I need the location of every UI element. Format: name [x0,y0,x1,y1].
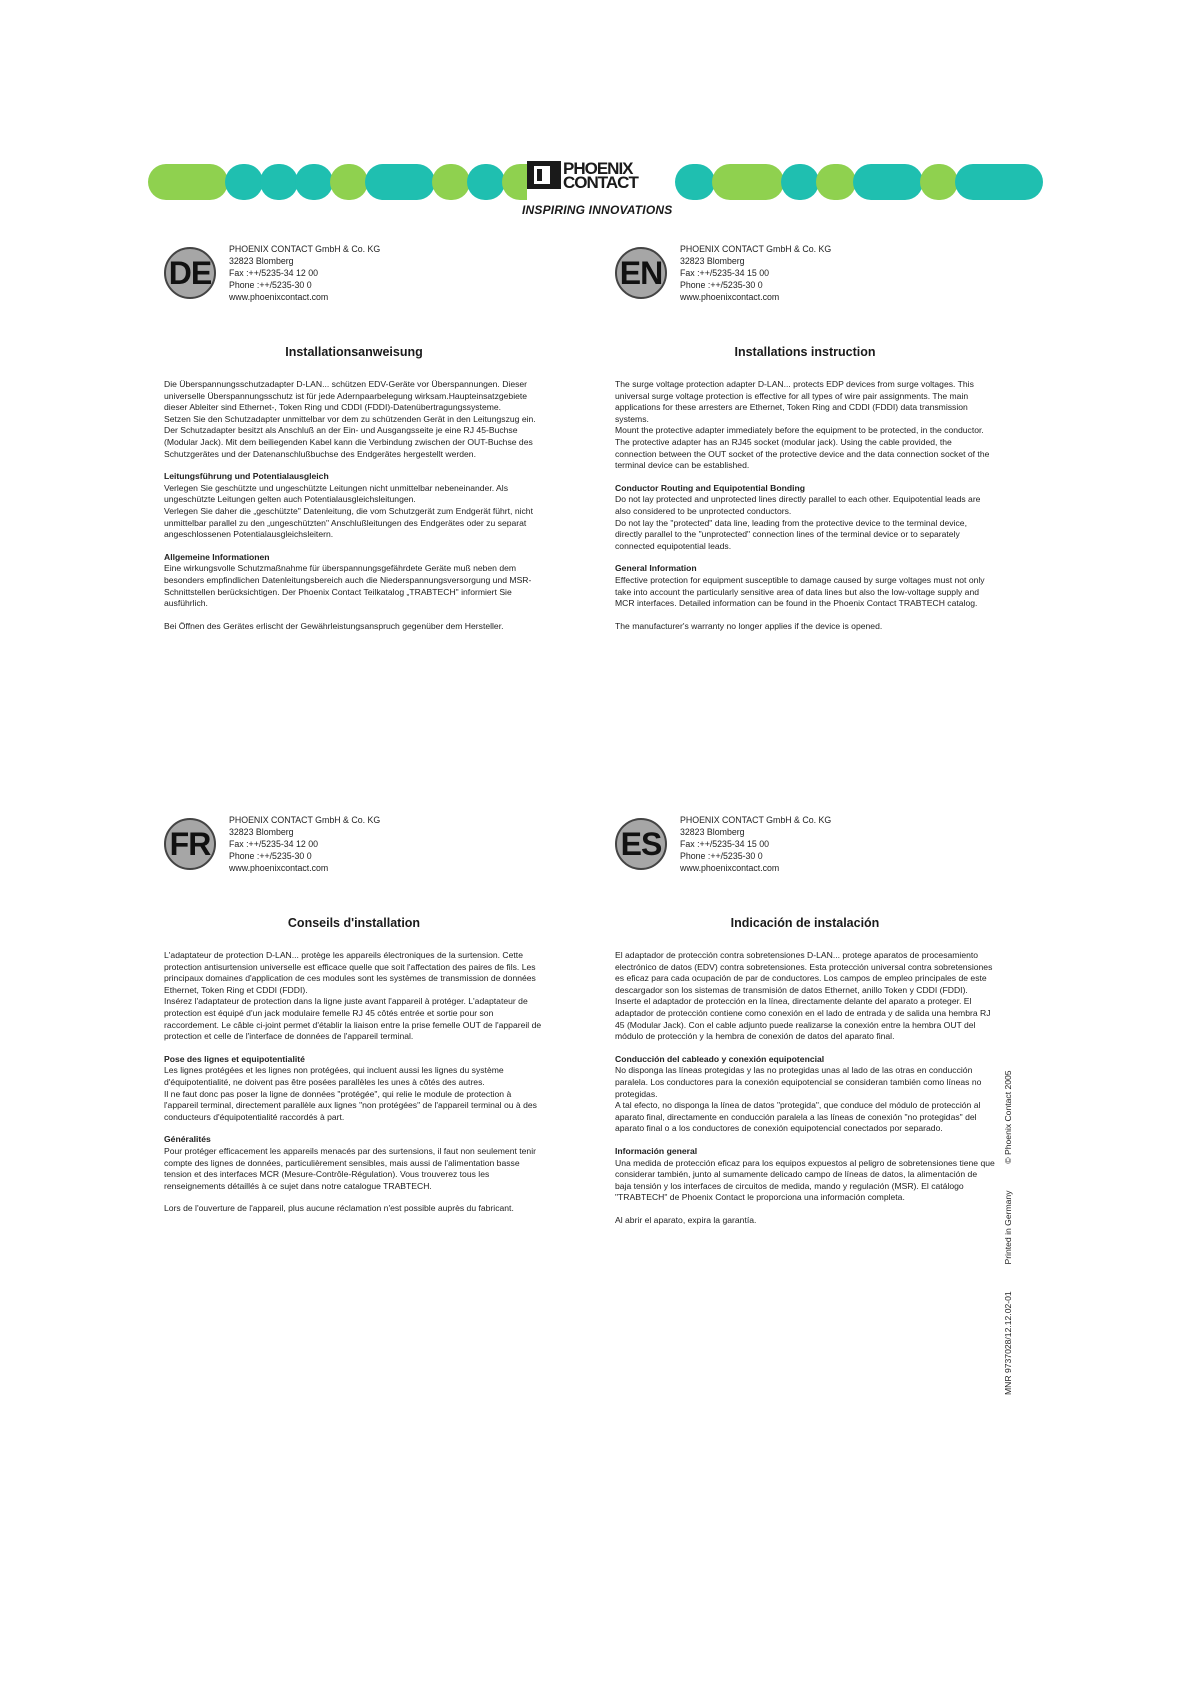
band-segment-green [330,164,368,200]
subheading: Conducción del cableado y conexión equipotencial [615,1053,825,1064]
paragraph: Verlegen Sie geschützte und ungeschützte Leitungen nicht unmittelbar nebeneinander. Als ungeschützte Leitungen gelten auch Potentialausgleichsleitungen. [164,482,508,505]
paragraph: Do not lay the "protected" data line, leading from the protective device to the terminal device, directly parallel to the "unprotected" connection lines of the terminal device or to separately connected equipotential leads. [615,517,967,551]
paragraph: Il ne faut donc pas poser la ligne de données "protégée", qui relie le module de protection à l'appareil terminal, directement parallèle aux lignes "non protégées" de l'appareil terminal ou à des conducteurs d'équipotentialité raccordés à part. [164,1088,537,1122]
language-badge-fr: FR [164,818,216,870]
band-segment-green [920,164,958,200]
subheading: Pose des lignes et equipotentialité [164,1053,305,1064]
section-body [615,379,995,632]
city: 32823 Blomberg [229,256,294,266]
logo-mark-icon [527,161,561,189]
tagline: INSPIRING INNOVATIONS [522,203,673,217]
band-segment-green [432,164,470,200]
paragraph: Inserte el adaptador de protección en la línea, directamente delante del aparato a proteger. El adaptador de protección contiene como conexión en el lado de entrada y de salida una hembra RJ 45 (Modular Jack). Con el cable adjunto puede realizarse la conexión entre la hembra OUT del módulo de protección y la hembra de conexión de datos del aparato final. [615,996,991,1042]
website: www.phoenixcontact.com [229,863,329,873]
paragraph: Les lignes protégées et les lignes non protégées, qui incluent aussi les lignes du système d'équipotentialité, ne doivent pas être posées parallèles les unes à côtés des autres. [164,1065,504,1087]
subheading: Généralités [164,1134,211,1145]
section-body [164,379,544,632]
paragraph: Die Überspannungsschutzadapter D-LAN... schützen EDV-Geräte vor Überspannungen. Dieser universelle Überspannungsschutz ist für jede Adernpaarbelegung wirksam.Haupteinsatzgebiete dieser Ableiter sind Ethernet-, Token Ring und CDDI (FDDI)-Datenübertragungssysteme. [164,379,528,413]
address-block [229,243,380,303]
paragraph: Al abrir el aparato, expira la garantía. [615,1214,757,1225]
paragraph: El adaptador de protección contra sobretensiones D-LAN... protege aparatos de procesamiento electrónico de datos (EDV) contra sobretensiones. Esta protección universal contra sobretensiones es eficaz para cada ocupación de par de conductores. Los campos de empleo principales de este descargador son los sistemas de transmisión de datos Ethernet, anillo Token y CDDI (FDDI). [615,950,993,995]
paragraph: L'adaptateur de protection D-LAN... protège les appareils électroniques de la surtension. Cette protection antisurtension universelle est efficace quelle que soit l'affectation des paires de fils. Les principaux domaines d'application de ces modules sont les systèmes de transmission de données Ethernet, Token Ring et CDDI (FDDI). [164,950,536,995]
band-segment-teal [675,164,715,200]
phone: Phone :++/5235-30 0 [680,280,763,290]
phoenix-contact-logo [527,161,667,207]
section-body [164,950,544,1215]
city: 32823 Blomberg [680,256,745,266]
language-badge-es: ES [615,818,667,870]
paragraph: Pour protéger efficacement les appareils menacés par des surtensions, il faut non seulement tenir compte des lignes de données, particulièrement sensibles, mais aussi de l'alimentation basse tension et des interfaces MCR (Mesure-Contrôle-Régulation). Vous trouverez tous les renseignements détaillés à ce sujet dans notre catalogue TRABTECH. [164,1145,536,1191]
paragraph: Mount the protective adapter immediately before the equipment to be protected, in the conductor. The protective adapter has an RJ45 socket (modular jack). Using the cable provided, the connection between the OUT socket of the protective device and the data connection socket of the terminal device can be established. [615,425,990,471]
section-title: Installations instruction [734,345,876,359]
city: 32823 Blomberg [229,827,294,837]
phone: Phone :++/5235-30 0 [229,280,312,290]
section-title: Installationsanweisung [285,345,423,359]
paragraph: No disponga las líneas protegidas y las no protegidas unas al lado de las otras en conducción paralela. Los conductores para la conexión equipotencial se consideran también como líneas no protegidas. [615,1065,982,1099]
company-name: PHOENIX CONTACT GmbH & Co. KG [680,815,832,825]
paragraph: Bei Öffnen des Gerätes erlischt der Gewährleistungsanspruch gegenüber dem Hersteller. [164,620,504,631]
band-segment-teal [781,164,819,200]
band-segment-green [816,164,856,200]
side-imprint [1003,1070,1013,1395]
copyright: © Phoenix Contact 2005 [1003,1070,1013,1164]
paragraph: Effective protection for equipment susceptible to damage caused by surge voltages must not only take into account the particularly sensitive area of data lines but also the low-voltage supply and MCR interfaces. Detailed information can be found in the Phoenix Contact TRABTECH catalog. [615,574,985,609]
phone: Phone :++/5235-30 0 [680,851,763,861]
paragraph: Insérez l'adaptateur de protection dans la ligne juste avant l'appareil à protéger. L'adaptateur de protection est équipé d'un jack modulaire femelle RJ 45 côtés entrée et sortie pour son raccordement. Le câble ci-joint permet d'établir la liaison entre la prise femelle OUT de l'appareil de protection et celle de l'interface de données de l'appareil terminal. [164,996,542,1042]
section-title: Conseils d'installation [287,916,421,930]
paragraph: The manufacturer's warranty no longer applies if the device is opened. [615,620,883,631]
paragraph: Verlegen Sie daher die „geschützte" Datenleitung, die vom Schutzgerät zum Endgerät führt, nicht unmittelbar parallel zu den „ungeschützten" Anschlußleitungen des Endgerätes oder zu separat angeschlossenen Potentialausgleichsleitern. [164,505,533,540]
website: www.phoenixcontact.com [680,292,780,302]
fax: Fax :++/5235-34 12 00 [229,839,319,849]
language-badge-en: EN [615,247,667,299]
paragraph: Una medida de protección eficaz para los equipos expuestos al peligro de sobretensiones tiene que considerar también, junto al sumamente delicado campo de líneas de datos, la alimentación de baja tensión y los interfaces de circuitos de medida, mando y regulación (MSR). El catálogo "TRABTECH" de Phoenix Contact le proporciona una información completa. [615,1157,995,1203]
fax: Fax :++/5235-34 15 00 [680,839,770,849]
paragraph: A tal efecto, no disponga la línea de datos "protegida", que conduce del módulo de protección al aparato final, directamente en conducción paralela a las líneas de conexión "no protegidas" del aparato final o a los conductores de conexión equipotencial conectados por separado. [615,1100,981,1134]
language-badge-de: DE [164,247,216,299]
company-name: PHOENIX CONTACT GmbH & Co. KG [229,815,381,825]
band-segment-teal [260,164,298,200]
band-segment-teal [365,164,435,200]
subheading: Leitungsführung und Potentialausgleich [164,471,329,482]
address-block [229,814,380,874]
subheading: Allgemeine Informationen [164,551,270,562]
address-block [680,243,831,303]
company-name: PHOENIX CONTACT GmbH & Co. KG [229,244,381,254]
logo-text-contact: CONTACT [563,173,638,192]
paragraph: Do not lay protected and unprotected lines directly parallel to each other. Equipotential leads are also considered to be unprotected conductors. [615,494,981,516]
band-segment-teal [853,164,923,200]
fax: Fax :++/5235-34 12 00 [229,268,319,278]
band-segment-teal [225,164,263,200]
fax: Fax :++/5235-34 15 00 [680,268,770,278]
subheading: Información general [615,1145,698,1156]
company-name: PHOENIX CONTACT GmbH & Co. KG [680,244,832,254]
subheading: Conductor Routing and Equipotential Bonding [615,482,805,493]
paragraph: Eine wirkungsvolle Schutzmaßnahme für überspannungsgefährdete Geräte muß neben dem besonders empfindlichen Datenleitungsbereich auch die Niederspannungsversorgung und MSR-Schnittstellen berücksichtigen. Der Phoenix Contact Teilkatalog „TRABTECH" informiert Sie ausführlich. [164,563,532,609]
band-segment-teal [295,164,333,200]
phone: Phone :++/5235-30 0 [229,851,312,861]
paragraph: Setzen Sie den Schutzadapter unmittelbar vor dem zu schützenden Gerät in den Leitungszug ein. Der Schutzadapter besitzt als Anschluß an der Ein- und Ausgangsseite je eine RJ 45-Buchse (Modular Jack). Mit dem beiliegenden Kabel kann die Verbindung zwischen der OUT-Buchse des Schutzgerätes und der Datenanschlußbuchse des Endgerätes hergestellt werden. [164,413,536,459]
website: www.phoenixcontact.com [229,292,329,302]
printed-in: Printed in Germany [1003,1190,1013,1265]
band-segment-green [148,164,228,200]
address-block [680,814,831,874]
logo-text-phoenix: PHOENIX [563,159,633,178]
band-segment-green [712,164,784,200]
band-segment-teal [467,164,505,200]
section-body [615,950,995,1226]
document-number: MNR 9737028/12.12.02-01 [1003,1291,1013,1395]
paragraph: Lors de l'ouverture de l'appareil, plus aucune réclamation n'est possible auprès du fabricant. [164,1203,514,1214]
section-title: Indicación de instalación [730,916,880,930]
city: 32823 Blomberg [680,827,745,837]
paragraph: The surge voltage protection adapter D-LAN... protects EDP devices from surge voltages. This universal surge voltage protection is effective for all types of wire pair assignments. The main applications for these arresters are Ethernet, Token Ring and CDDI (FDDI) data transmission systems. [615,379,974,424]
website: www.phoenixcontact.com [680,863,780,873]
band-segment-teal [955,164,1043,200]
subheading: General Information [615,563,697,574]
